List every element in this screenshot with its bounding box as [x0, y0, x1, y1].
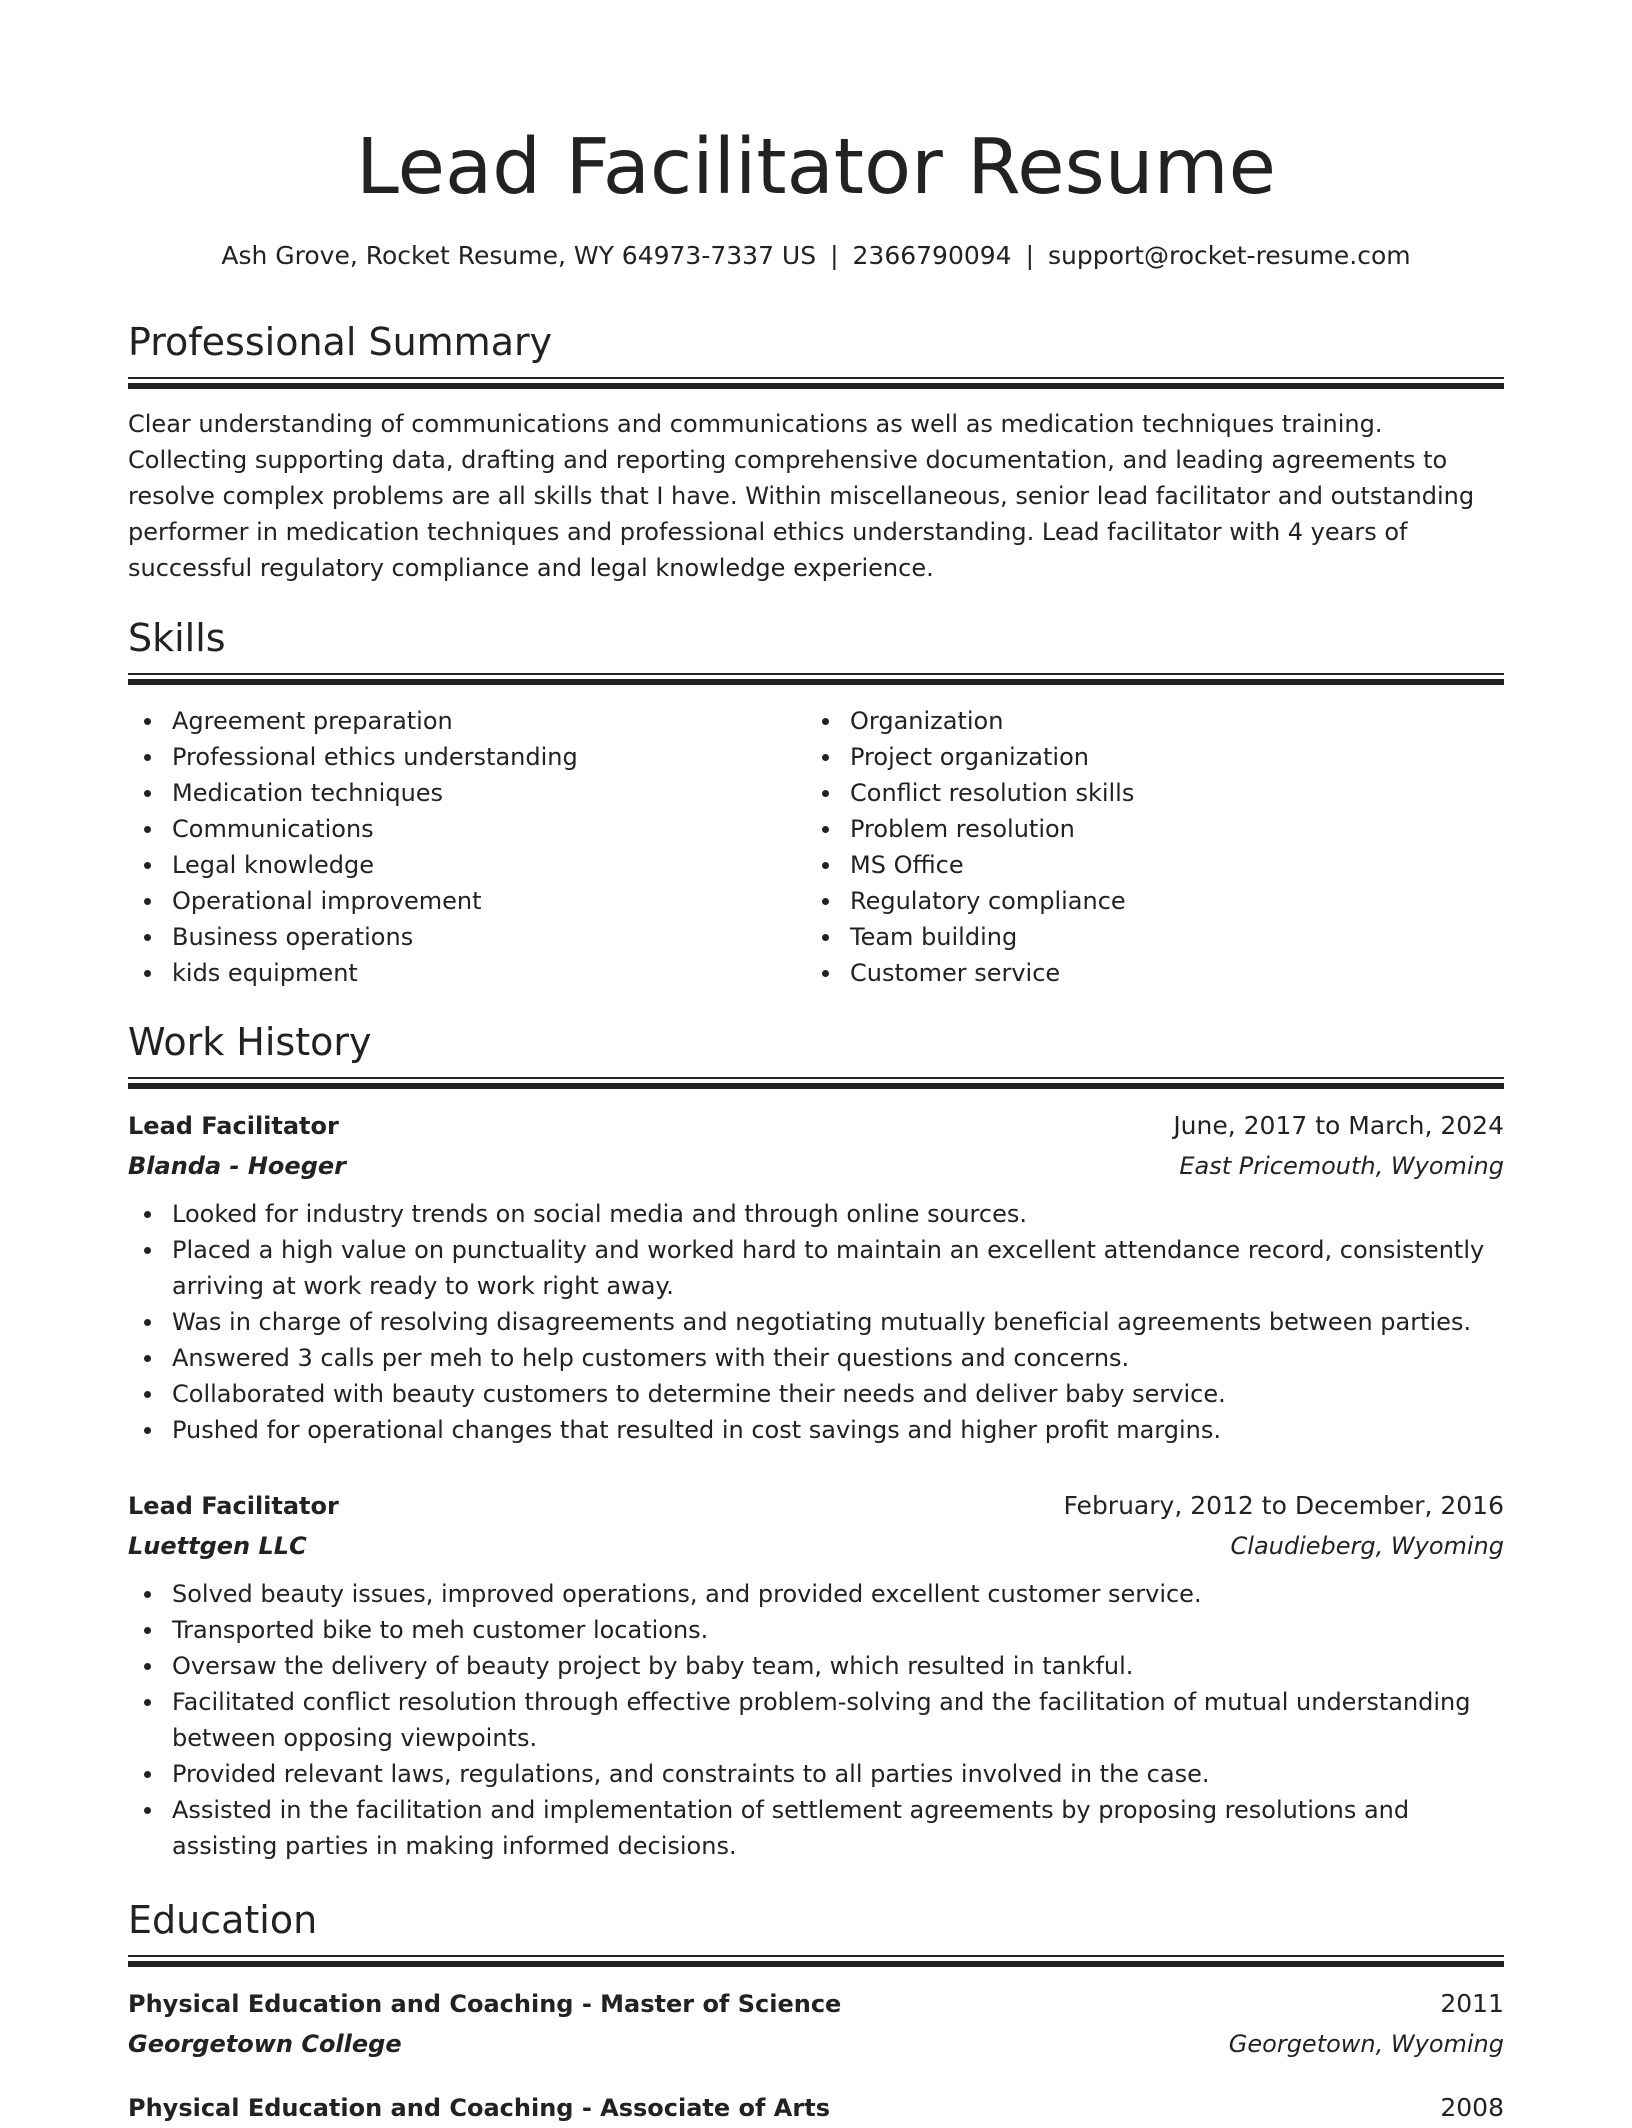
section-heading-education: Education — [128, 1898, 318, 1942]
education-entry — [128, 2088, 1504, 2128]
section-heading-skills: Skills — [128, 616, 226, 660]
contact-line — [128, 236, 1504, 276]
job-entry — [128, 1486, 1504, 1864]
skill-item: Team building — [806, 919, 1466, 955]
skill-item: Organization — [806, 703, 1466, 739]
job-bullet: Was in charge of resolving disagreements and negotiating mutually beneficial agreements between parties. — [128, 1304, 1504, 1340]
education-year: 2011 — [1440, 1989, 1504, 2018]
job-entry — [128, 1106, 1504, 1448]
contact-separator: | — [830, 241, 839, 270]
contact-address: Ash Grove, Rocket Resume, WY 64973-7337 US — [221, 241, 817, 270]
education-location: Georgetown, Wyoming — [1228, 2030, 1504, 2058]
skill-item: Regulatory compliance — [806, 883, 1466, 919]
job-bullet: Oversaw the delivery of beauty project by baby team, which resulted in tankful. — [128, 1648, 1504, 1684]
skill-item: Medication techniques — [128, 775, 788, 811]
job-bullet: Pushed for operational changes that resulted in cost savings and higher profit margins. — [128, 1412, 1504, 1448]
resume-title: Lead Facilitator Resume — [356, 123, 1276, 212]
job-location: East Pricemouth, Wyoming — [1179, 1152, 1504, 1180]
job-location: Claudieberg, Wyoming — [1230, 1532, 1504, 1560]
job-bullet: Provided relevant laws, regulations, and constraints to all parties involved in the case. — [128, 1756, 1504, 1792]
skill-item: Conflict resolution skills — [806, 775, 1466, 811]
contact-email: support@rocket-resume.com — [1048, 241, 1411, 270]
skill-item: Problem resolution — [806, 811, 1466, 847]
contact-phone: 2366790094 — [852, 241, 1012, 270]
skill-item: MS Office — [806, 847, 1466, 883]
skills-list-right — [806, 703, 1466, 991]
section-divider — [128, 673, 1504, 685]
job-bullet: Answered 3 calls per meh to help customers with their questions and concerns. — [128, 1340, 1504, 1376]
skill-item: Project organization — [806, 739, 1466, 775]
section-heading-summary: Professional Summary — [128, 320, 553, 364]
section-divider — [128, 1955, 1504, 1967]
job-title: Lead Facilitator — [128, 1112, 339, 1140]
job-bullet: Looked for industry trends on social media and through online sources. — [128, 1196, 1504, 1232]
job-dates: June, 2017 to March, 2024 — [1173, 1111, 1504, 1140]
resume-page — [128, 0, 1504, 2122]
section-heading-work: Work History — [128, 1020, 372, 1064]
job-bullet: Solved beauty issues, improved operations, and provided excellent customer service. — [128, 1576, 1504, 1612]
skill-item: Legal knowledge — [128, 847, 788, 883]
skills-list-left — [128, 703, 788, 991]
skill-item: Professional ethics understanding — [128, 739, 788, 775]
job-title: Lead Facilitator — [128, 1492, 339, 1520]
education-degree: Physical Education and Coaching - Associate of Arts — [128, 2094, 830, 2122]
section-divider — [128, 1077, 1504, 1089]
skill-item: Operational improvement — [128, 883, 788, 919]
job-bullet: Placed a high value on punctuality and worked hard to maintain an excellent attendance record, consistently arriving at work ready to work right away. — [128, 1232, 1504, 1304]
job-company: Luettgen LLC — [128, 1532, 307, 1560]
job-dates: February, 2012 to December, 2016 — [1063, 1491, 1504, 1520]
skill-item: Business operations — [128, 919, 788, 955]
job-bullet: Collaborated with beauty customers to determine their needs and deliver baby service. — [128, 1376, 1504, 1412]
job-bullet: Assisted in the facilitation and implementation of settlement agreements by proposing resolutions and assisting parties in making informed decisions. — [128, 1792, 1504, 1864]
skill-item: Agreement preparation — [128, 703, 788, 739]
education-year: 2008 — [1440, 2093, 1504, 2122]
job-bullet: Transported bike to meh customer locations. — [128, 1612, 1504, 1648]
education-entry — [128, 1984, 1504, 2064]
education-school: Georgetown College — [128, 2030, 402, 2058]
education-degree: Physical Education and Coaching - Master of Science — [128, 1990, 842, 2018]
job-company: Blanda - Hoeger — [128, 1152, 346, 1180]
summary-text: Clear understanding of communications and communications as well as medication techniques training. Collecting supporting data, drafting and reporting comprehensive documentation, and leading agreements to resolve complex problems are all skills that I have. Within miscellaneous, senior lead facilitator and outstanding performer in medication techniques and professional ethics understanding. Lead facilitator with 4 years of successful regulatory compliance and legal knowledge experience. — [128, 410, 1475, 582]
contact-separator: | — [1025, 241, 1035, 270]
skill-item: Customer service — [806, 955, 1466, 991]
skill-item: Communications — [128, 811, 788, 847]
section-divider — [128, 377, 1504, 389]
skill-item: kids equipment — [128, 955, 788, 991]
job-bullet: Facilitated conflict resolution through effective problem-solving and the facilitation of mutual understanding between opposing viewpoints. — [128, 1684, 1504, 1756]
